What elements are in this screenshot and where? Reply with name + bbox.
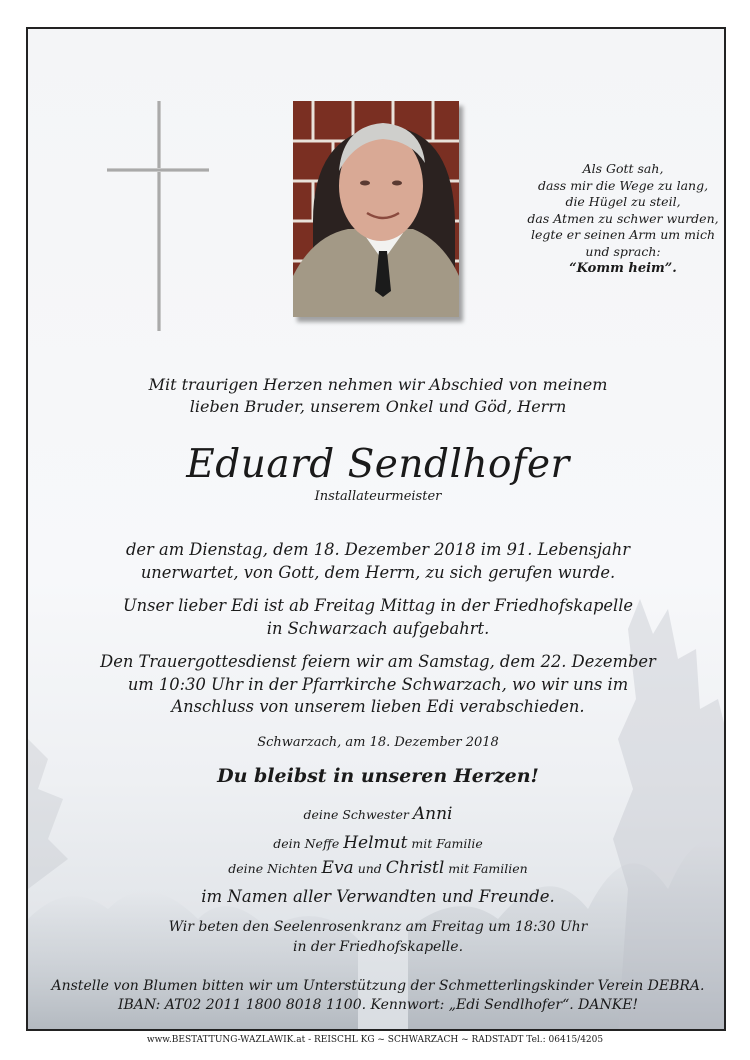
donation-line: IBAN: AT02 2011 1800 8018 1100. Kennwort: „Edi Sendlhofer“. DANKE! [117,997,639,1013]
rosary-line: in der Friedhofskapelle. [292,939,464,955]
mourner-prefix: deine Nichten [228,861,318,876]
mourner-name: Helmut [343,833,408,853]
announcement-line: Den Trauergottesdienst feiern wir am Samstag, dem 22. Dezember [100,652,656,671]
intro-text [28,374,726,418]
intro-line: lieben Bruder, unserem Onkel und Göd, Herrn [189,397,567,416]
funeral-home-footer: www.BESTATTUNG-WAZLAWIK.at - REISCHL KG ~ SCHWARZACH ~ RADSTADT Tel.: 06415/4205 [146,1035,604,1045]
deceased-profession: Installateurmeister [314,489,442,504]
mourner-name: Christl [385,858,445,878]
funeral-service-info [28,651,726,719]
poem-closing: “Komm heim”. [569,260,677,276]
announcement-line: Anschluss von unserem lieben Edi verabschieden. [171,697,585,716]
poem-quote [523,161,723,277]
mourner-sister [28,804,726,824]
mourner-nephew [28,833,726,853]
donation-request [28,977,726,1015]
cross-icon [157,101,161,331]
announcement-line: in Schwarzach aufgebahrt. [266,618,490,638]
announcement-line: Unser lieber Edi ist ab Freitag Mittag in der Friedhofskapelle [122,596,634,615]
deceased-name: Eduard Sendlhofer [186,442,570,487]
death-announcement [28,539,726,584]
poem-line: und sprach: [585,243,661,259]
obituary-card [26,27,726,1031]
mourner-conjunction: und [357,861,382,876]
mourner-suffix: mit Familie [411,836,483,851]
announcement-line: unerwartet, von Gott, dem Herrn, zu sich gerufen wurde. [140,562,616,582]
mourner-name: Eva [321,858,354,878]
motto: Du bleibst in unseren Herzen! [217,765,539,787]
poem-line: legte er seinen Arm um mich [530,227,716,243]
poem-line: dass mir die Wege zu lang, [537,177,709,193]
donation-line: Anstelle von Blumen bitten wir um Unterstützung der Schmetterlingskinder Verein DEBRA. [51,978,705,994]
mourner-name: Anni [412,804,453,824]
place-date: Schwarzach, am 18. Dezember 2018 [257,735,499,750]
mourner-nieces [28,858,726,878]
cross-icon-bar [107,168,209,172]
intro-line: Mit traurigen Herzen nehmen wir Abschied von meinem [148,375,608,394]
mourner-prefix: dein Neffe [273,836,340,851]
rosary-line: Wir beten den Seelenrosenkranz am Freitag um 18:30 Uhr [168,919,588,935]
mourner-suffix: mit Familien [448,861,528,876]
announcement-line: der am Dienstag, dem 18. Dezember 2018 im 91. Lebensjahr [125,540,631,559]
poem-line: das Atmen zu schwer wurden, [527,210,719,226]
poem-line: Als Gott sah, [582,161,664,176]
rosary-info [28,917,726,957]
viewing-info [28,595,726,640]
announcement-line: um 10:30 Uhr in der Pfarrkirche Schwarzach, wo wir uns im [127,674,629,694]
portrait-photo [293,101,459,317]
poem-line: die Hügel zu steil, [565,194,681,210]
mourner-prefix: deine Schwester [303,807,409,822]
mourner-relatives: im Namen aller Verwandten und Freunde. [201,887,555,906]
